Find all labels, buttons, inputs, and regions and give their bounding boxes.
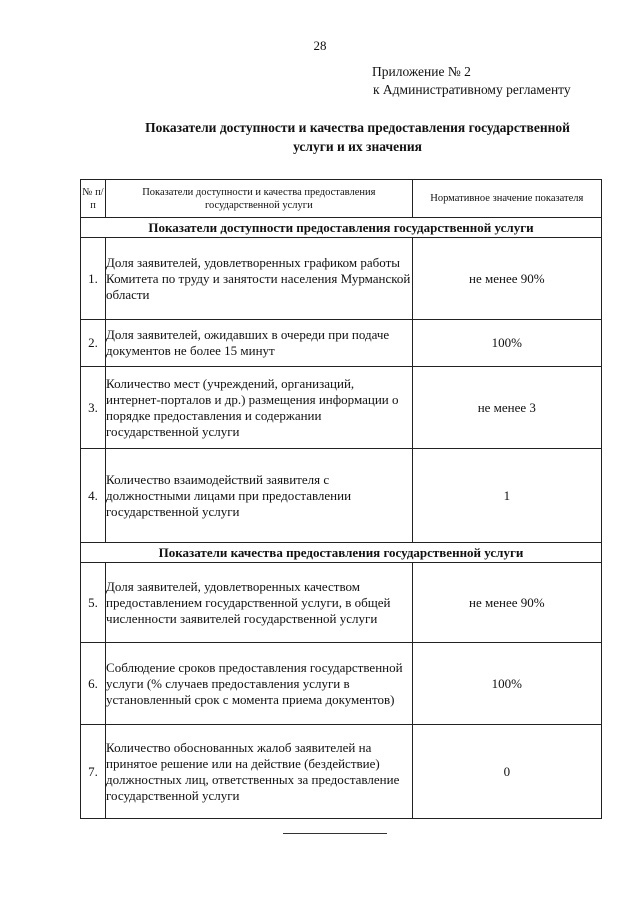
- header-number: № п/п: [81, 180, 106, 218]
- row-value: 100%: [412, 643, 601, 725]
- row-value: 0: [412, 725, 601, 819]
- table-row: [81, 643, 602, 725]
- document-title-line-1: Показатели доступности и качества предоставления государственной: [145, 120, 570, 135]
- indicators-table: [80, 179, 602, 819]
- table-row: [81, 320, 602, 367]
- table-row: [81, 238, 602, 320]
- table-row: [81, 563, 602, 643]
- row-indicator: Количество мест (учреждений, организаций, интернет-порталов и др.) размещения информации о порядке предоставления и содержании государственной услуги: [106, 367, 413, 449]
- table-row: [81, 449, 602, 543]
- row-indicator: Доля заявителей, удовлетворенных качеством предоставлением государственной услуги, в общей численности заявителей государственной услуги: [106, 563, 413, 643]
- row-indicator: Количество взаимодействий заявителя с должностными лицами при предоставлении государственной услуги: [106, 449, 413, 543]
- section-title-accessibility: Показатели доступности предоставления государственной услуги: [81, 218, 602, 238]
- row-value: 1: [412, 449, 601, 543]
- row-value: не менее 90%: [412, 238, 601, 320]
- section-row: [81, 218, 602, 238]
- header-indicator: Показатели доступности и качества предоставления государственной услуги: [106, 180, 413, 218]
- footer-divider: [283, 833, 387, 834]
- table-row: [81, 725, 602, 819]
- page-number: 28: [313, 38, 327, 53]
- row-number: 4.: [81, 449, 106, 543]
- table-header-row: [81, 180, 602, 218]
- section-title-quality: Показатели качества предоставления государственной услуги: [81, 543, 602, 563]
- table-row: [81, 367, 602, 449]
- appendix-line-2: к Административному регламенту: [373, 82, 571, 97]
- row-value: не менее 3: [412, 367, 601, 449]
- header-value: Нормативное значение показателя: [412, 180, 601, 218]
- appendix-reference: [340, 63, 610, 99]
- row-indicator: Доля заявителей, удовлетворенных графиком работы Комитета по труду и занятости населения Мурманской области: [106, 238, 413, 320]
- row-number: 1.: [81, 238, 106, 320]
- row-value: 100%: [412, 320, 601, 367]
- row-number: 6.: [81, 643, 106, 725]
- row-number: 7.: [81, 725, 106, 819]
- row-indicator: Доля заявителей, ожидавших в очереди при подаче документов не более 15 минут: [106, 320, 413, 367]
- row-number: 3.: [81, 367, 106, 449]
- document-title: [100, 118, 615, 156]
- row-indicator: Количество обоснованных жалоб заявителей на принятое решение или на действие (бездействие) должностных лиц, ответственных за предоставление государственной услуги: [106, 725, 413, 819]
- section-row: [81, 543, 602, 563]
- appendix-line-1: Приложение № 2: [372, 64, 471, 79]
- row-indicator: Соблюдение сроков предоставления государственной услуги (% случаев предоставления услуги в установленный срок с момента приема документов): [106, 643, 413, 725]
- row-number: 5.: [81, 563, 106, 643]
- row-number: 2.: [81, 320, 106, 367]
- row-value: не менее 90%: [412, 563, 601, 643]
- document-title-line-2: услуги и их значения: [293, 139, 422, 154]
